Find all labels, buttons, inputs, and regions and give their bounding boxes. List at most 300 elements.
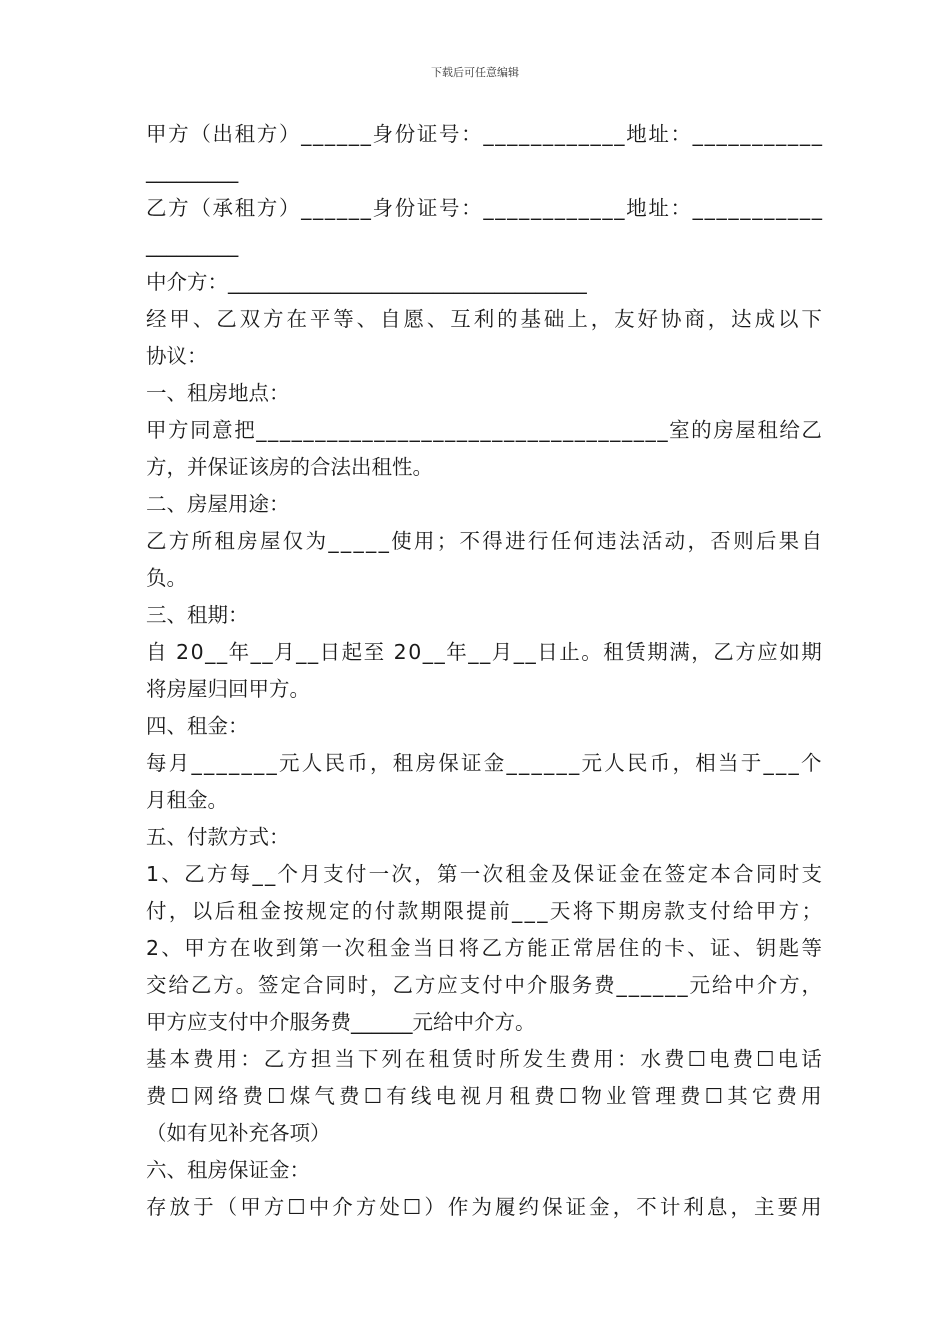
text-char: 主 xyxy=(754,1195,775,1219)
text-char: 把 xyxy=(234,418,255,442)
text-char: _ xyxy=(507,122,518,146)
text-char: _ xyxy=(468,640,479,664)
text-char: 方 xyxy=(355,1195,377,1219)
text-char: 至 xyxy=(363,640,385,664)
text-line xyxy=(146,523,822,560)
text-char: _ xyxy=(788,751,799,775)
text-char: _ xyxy=(692,122,703,146)
text-char: 仅 xyxy=(282,529,304,553)
text-char: 按 xyxy=(283,899,304,923)
text-char: _ xyxy=(512,899,523,923)
text-char: 介 xyxy=(756,973,778,997)
text-char: 钥 xyxy=(755,936,777,960)
text-char: 及 xyxy=(550,862,572,886)
text-char: _ xyxy=(315,418,326,442)
text-char: 证 xyxy=(416,122,438,146)
text-char: 进 xyxy=(505,529,526,553)
text-char: 列 xyxy=(381,1047,402,1071)
text-char: 租 xyxy=(505,862,526,886)
text-char: _ xyxy=(728,196,739,220)
text-char: 方 xyxy=(168,122,189,146)
text-char: _ xyxy=(336,122,348,146)
text-char: _ xyxy=(551,418,562,442)
text-char: 物 xyxy=(581,1084,602,1108)
text-char: 租 xyxy=(214,529,235,553)
text-char: 将 xyxy=(458,936,480,960)
text-char: 收 xyxy=(252,936,274,960)
text-char: 于 xyxy=(193,1195,214,1219)
text-char: _ xyxy=(787,196,799,220)
text-char: 在 xyxy=(286,307,307,331)
text-char: 交 xyxy=(146,973,167,997)
text-char: _ xyxy=(254,751,265,775)
text-char: 甲 xyxy=(755,899,777,923)
text-char: _ xyxy=(336,196,348,220)
text-char: ， xyxy=(370,751,391,775)
text-char: 月 xyxy=(274,640,295,664)
text-char: 住 xyxy=(618,936,640,960)
text-line: 将房屋归回甲方。 xyxy=(146,677,310,701)
text-char: _ xyxy=(397,418,409,442)
text-char: 其 xyxy=(727,1084,748,1108)
text-char: _ xyxy=(586,418,597,442)
text-char: _ xyxy=(776,122,787,146)
section-heading: 四、租金： xyxy=(146,714,249,738)
text-char: _ xyxy=(764,196,775,220)
text-char: _ xyxy=(764,122,775,146)
text-char: 期 xyxy=(801,640,822,664)
text-char: 金 xyxy=(483,751,505,775)
text-char: 下 xyxy=(595,899,617,923)
text-char: 时 xyxy=(475,1047,497,1071)
text-char: _ xyxy=(303,418,314,442)
text-char: _ xyxy=(610,418,621,442)
text-char: 用 xyxy=(593,1047,614,1071)
text-char: ： xyxy=(670,122,691,146)
text-char: 号 xyxy=(439,196,460,220)
text-char: _ xyxy=(728,122,739,146)
text-char: 话 xyxy=(801,1047,822,1071)
text-char: 个 xyxy=(801,751,822,775)
text-line xyxy=(146,930,822,967)
text-char: 元 xyxy=(279,751,300,775)
text-char: 同 xyxy=(190,418,211,442)
text-char: 定 xyxy=(687,862,709,886)
text-line: 方，并保证该房的合法出租性。 xyxy=(146,455,433,479)
text-char: _ xyxy=(252,862,263,886)
text-char: _ xyxy=(525,640,536,664)
text-char: 身 xyxy=(372,122,394,146)
text-char: _ xyxy=(340,529,352,553)
text-char: 次 xyxy=(344,936,365,960)
text-char: 份 xyxy=(394,196,416,220)
text-char: 证 xyxy=(565,1195,587,1219)
text-char: _ xyxy=(519,196,530,220)
text-char: _ xyxy=(776,196,787,220)
text-char: 用 xyxy=(216,1047,238,1071)
text-char: 果 xyxy=(778,529,800,553)
text-char: 当 xyxy=(334,1047,355,1071)
text-char: _ xyxy=(554,122,565,146)
text-char: 甲 xyxy=(146,122,167,146)
text-char: 时 xyxy=(778,862,800,886)
text-char: 租 xyxy=(237,899,258,923)
text-char: 等 xyxy=(333,307,354,331)
text-char: 以 xyxy=(777,307,799,331)
text-char: 上 xyxy=(567,307,588,331)
text-char: _ xyxy=(503,418,515,442)
text-char: 本 xyxy=(710,862,731,886)
text-char: 付 xyxy=(146,899,167,923)
text-char: 线 xyxy=(410,1084,432,1108)
text-char: 地 xyxy=(626,122,647,146)
text-char: _ xyxy=(338,418,350,442)
text-char: _ xyxy=(665,973,676,997)
text-char: 保 xyxy=(542,1195,563,1219)
text-char: _ xyxy=(229,751,240,775)
text-char: _ xyxy=(266,751,277,775)
text-char: _ xyxy=(264,862,276,886)
text-char: 号 xyxy=(439,122,460,146)
text-char: _ xyxy=(422,640,433,664)
text-char: 介 xyxy=(526,973,548,997)
text-char: 支 xyxy=(687,899,708,923)
text-char: 有 xyxy=(386,1084,407,1108)
text-char: 法 xyxy=(619,529,640,553)
text-char: _ xyxy=(621,418,633,442)
text-char: 址 xyxy=(648,122,669,146)
text-char: ， xyxy=(730,1195,751,1219)
text-char: 费 xyxy=(680,1084,701,1108)
text-char: 应 xyxy=(757,640,778,664)
text-char: 等 xyxy=(801,936,822,960)
text-char: 双 xyxy=(239,307,261,331)
text-char: 平 xyxy=(309,307,331,331)
text-char: 乙 xyxy=(184,862,205,886)
text-char: 煤 xyxy=(289,1084,311,1108)
text-char: _ xyxy=(296,640,307,664)
text-char: 房 xyxy=(237,529,258,553)
section-heading: 六、租房保证金： xyxy=(146,1158,310,1182)
text-char: _ xyxy=(483,122,494,146)
text-char: _ xyxy=(241,751,252,775)
text-char: 视 xyxy=(460,1084,481,1108)
text-char: _ xyxy=(507,196,518,220)
text-char: 一 xyxy=(459,862,481,886)
text-char: 。 xyxy=(581,640,602,664)
text-char: 甲 xyxy=(240,1195,261,1219)
text-char: 当 xyxy=(412,936,434,960)
text-char: 次 xyxy=(482,862,504,886)
text-char: ， xyxy=(801,973,822,997)
text-char: 础 xyxy=(543,307,565,331)
text-char: 甲 xyxy=(184,936,205,960)
text-char: 乙 xyxy=(146,196,167,220)
text-char: 签 xyxy=(258,973,279,997)
text-line: 中介方：___________________________________ xyxy=(146,270,587,294)
text-char: 管 xyxy=(630,1084,652,1108)
text-char: _ xyxy=(301,122,312,146)
text-char: _ xyxy=(492,418,503,442)
text-char: ） xyxy=(278,122,300,146)
text-char: 中 xyxy=(308,1195,330,1219)
text-char: 介 xyxy=(332,1195,353,1219)
text-char: 互 xyxy=(450,307,471,331)
text-char: _ xyxy=(519,751,530,775)
text-char: 将 xyxy=(572,899,594,923)
text-char: 务 xyxy=(571,973,593,997)
text-char: 租 xyxy=(367,936,388,960)
text-char: 租 xyxy=(392,751,414,775)
text-char: 的 xyxy=(351,899,373,923)
text-char: 证 xyxy=(596,862,617,886)
text-char: 第 xyxy=(298,936,320,960)
text-char: _ xyxy=(483,196,494,220)
text-char: 计 xyxy=(659,1195,681,1219)
text-char: _ xyxy=(360,122,371,146)
text-char: 乙 xyxy=(263,1047,285,1071)
text-char: 下 xyxy=(801,307,822,331)
text-char: 乙 xyxy=(481,936,502,960)
text-char: 自 xyxy=(380,307,401,331)
text-char: 活 xyxy=(641,529,663,553)
text-char: _ xyxy=(530,122,542,146)
text-char: 金 xyxy=(390,936,411,960)
text-char: 应 xyxy=(437,973,458,997)
text-char: 日 xyxy=(319,640,341,664)
text-char: 下 xyxy=(357,1047,379,1071)
text-char: 址 xyxy=(648,196,669,220)
text-line: 甲方应支付中介服务费______元给中介方。 xyxy=(146,1010,536,1034)
text-char: 得 xyxy=(482,529,503,553)
text-char: 民 xyxy=(324,751,345,775)
text-char: _ xyxy=(348,196,359,220)
text-char: 费 xyxy=(776,1084,798,1108)
text-char: 费 xyxy=(664,1047,685,1071)
text-char: _ xyxy=(578,122,589,146)
text-char: 屋 xyxy=(735,418,756,442)
text-char: 限 xyxy=(443,899,464,923)
text-char: ☐ xyxy=(402,1195,422,1219)
text-char: 期 xyxy=(647,640,668,664)
text-char: _ xyxy=(539,418,550,442)
text-char: _ xyxy=(645,418,656,442)
text-char: _ xyxy=(640,973,652,997)
text-char: 前 xyxy=(489,899,510,923)
page-header-note: 下载后可任意编辑 xyxy=(431,66,519,79)
text-char: 生 xyxy=(546,1047,567,1071)
text-char: 方 xyxy=(168,529,190,553)
text-char: _ xyxy=(205,640,216,664)
text-char xyxy=(168,634,175,671)
text-char: _ xyxy=(433,418,444,442)
text-char: 何 xyxy=(573,529,594,553)
text-char: 时 xyxy=(347,973,369,997)
text-char: 保 xyxy=(438,751,459,775)
text-char: 不 xyxy=(636,1195,657,1219)
text-line xyxy=(146,856,822,893)
text-char: 证 xyxy=(461,751,482,775)
text-char: 履 xyxy=(494,1195,516,1219)
text-char: 正 xyxy=(550,936,571,960)
text-char: 到 xyxy=(275,936,297,960)
text-char: 的 xyxy=(497,307,518,331)
text-char: 方 xyxy=(263,1195,285,1219)
text-char: _ xyxy=(513,640,524,664)
text-line xyxy=(146,1189,822,1226)
text-char: _ xyxy=(301,196,312,220)
text-char: 自 xyxy=(801,529,822,553)
text-char: _ xyxy=(444,418,456,442)
text-char: _ xyxy=(692,196,703,220)
text-char: 年 xyxy=(446,640,467,664)
text-char: 方 xyxy=(213,973,234,997)
text-char: _ xyxy=(256,418,267,442)
text-char: 付 xyxy=(710,899,731,923)
text-char: _ xyxy=(268,418,279,442)
text-char: 甲 xyxy=(146,418,167,442)
text-char: _ xyxy=(468,418,479,442)
text-char: 费 xyxy=(569,1047,591,1071)
text-char: 租 xyxy=(603,640,624,664)
text-char: 为 xyxy=(471,1195,492,1219)
text-char: 电 xyxy=(777,1047,799,1071)
text-char: 用 xyxy=(801,1195,822,1219)
text-char: 支 xyxy=(801,862,822,886)
text-char: _ xyxy=(350,418,361,442)
text-char: 、 xyxy=(161,862,182,886)
text-char: 2 xyxy=(146,936,160,960)
text-char: 、 xyxy=(426,307,448,331)
text-char: _ xyxy=(434,640,445,664)
text-char: _ xyxy=(657,418,668,442)
text-char: ： xyxy=(461,122,482,146)
text-char: 费 xyxy=(146,1084,167,1108)
text-char: _ xyxy=(614,122,625,146)
text-char: _ xyxy=(324,122,336,146)
text-char: _ xyxy=(360,196,371,220)
text-line xyxy=(146,634,822,671)
text-char: 2 xyxy=(393,640,407,664)
text-char: 方 xyxy=(287,1047,308,1071)
text-char: 2 xyxy=(176,640,190,664)
text-char: _ xyxy=(628,973,639,997)
text-char: ☐ xyxy=(170,1084,190,1108)
text-char: 动 xyxy=(664,529,686,553)
text-char: _ xyxy=(378,529,389,553)
section-heading: 一、租房地点： xyxy=(146,381,290,405)
text-char: 当 xyxy=(718,751,739,775)
text-char: 出 xyxy=(212,122,233,146)
text-char: 网 xyxy=(193,1084,214,1108)
text-char: _ xyxy=(566,122,577,146)
text-char: 期 xyxy=(420,899,441,923)
text-char: 能 xyxy=(527,936,548,960)
text-char: 民 xyxy=(627,751,648,775)
text-char: 协 xyxy=(660,307,682,331)
text-char: _ xyxy=(527,418,538,442)
text-char: 一 xyxy=(368,862,390,886)
text-char: 同 xyxy=(755,862,777,886)
text-char: _ xyxy=(495,122,506,146)
text-char: 签 xyxy=(664,862,686,886)
text-line: 协议： xyxy=(146,344,208,368)
text-char: 后 xyxy=(214,899,236,923)
text-char: 方 xyxy=(207,936,228,960)
text-char: ， xyxy=(687,529,708,553)
text-char: _ xyxy=(752,196,763,220)
text-char: 行 xyxy=(527,529,549,553)
text-char: 租 xyxy=(234,122,256,146)
text-char: ： xyxy=(670,196,691,220)
text-line: _________ xyxy=(146,233,239,257)
text-char: _ xyxy=(542,196,554,220)
text-char: _ xyxy=(554,196,565,220)
text-char: ☐ xyxy=(363,1084,383,1108)
text-char: 愿 xyxy=(403,307,424,331)
text-char: 基 xyxy=(520,307,541,331)
text-char: 第 xyxy=(436,862,458,886)
text-char: _ xyxy=(574,418,585,442)
text-char: 证 xyxy=(416,196,438,220)
text-char: 乙 xyxy=(801,418,822,442)
text-char: 匙 xyxy=(778,936,800,960)
text-char: 乙 xyxy=(216,307,237,331)
text-char: 方 xyxy=(168,418,189,442)
text-char: 理 xyxy=(655,1084,676,1108)
text-char: 好 xyxy=(637,307,659,331)
text-char: _ xyxy=(614,196,625,220)
text-line xyxy=(146,301,822,338)
text-char: 以 xyxy=(191,899,213,923)
text-char: _ xyxy=(313,122,324,146)
text-char: 房 xyxy=(713,418,734,442)
text-char: 用 xyxy=(801,1084,822,1108)
text-char: 乙 xyxy=(392,973,413,997)
text-char: 年 xyxy=(228,640,250,664)
text-char: _ xyxy=(366,529,377,553)
text-char: _ xyxy=(191,751,202,775)
text-char: 业 xyxy=(606,1084,627,1108)
text-char: 。 xyxy=(235,973,257,997)
text-char: ， xyxy=(168,899,190,923)
text-char: 担 xyxy=(310,1047,332,1071)
text-char: 相 xyxy=(695,751,716,775)
text-line: 负。 xyxy=(146,566,187,590)
text-char: 费 xyxy=(339,1084,360,1108)
text-char: 个 xyxy=(277,862,299,886)
text-char: 、 xyxy=(192,307,214,331)
text-char: 0 xyxy=(190,640,204,664)
text-char: _ xyxy=(324,196,336,220)
text-char: ； xyxy=(801,899,822,923)
text-char: 起 xyxy=(341,640,363,664)
text-char: 元 xyxy=(581,751,602,775)
text-char: 月 xyxy=(300,862,321,886)
text-char: 天 xyxy=(549,899,571,923)
text-char: 为 xyxy=(305,529,327,553)
text-char: 提 xyxy=(466,899,487,923)
text-char: _ xyxy=(590,122,601,146)
text-char: 否 xyxy=(710,529,731,553)
text-char: 的 xyxy=(691,418,712,442)
text-char: 付 xyxy=(345,862,367,886)
text-char: 用 xyxy=(413,529,435,553)
text-char: _ xyxy=(456,418,468,442)
text-char: 方 xyxy=(256,196,278,220)
text-char: 室 xyxy=(669,418,690,442)
text-char: 租 xyxy=(428,1047,450,1071)
